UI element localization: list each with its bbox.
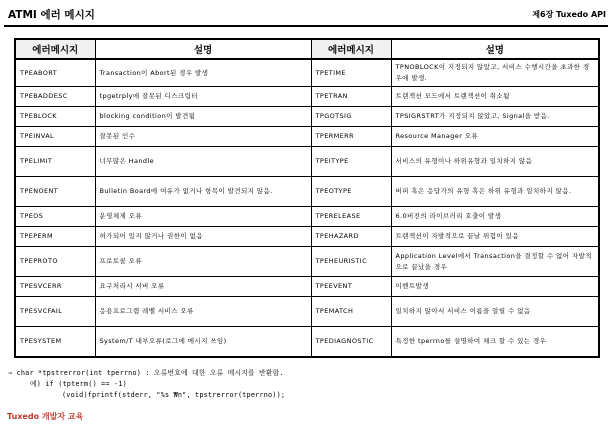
table-row [15,297,599,327]
table-row [15,59,599,87]
error-code: TPEBLOCK [15,107,95,127]
error-description: blocking condition이 발견됨 [95,107,311,127]
error-description: 일치하지 않아서 서비스 이름을 알릴 수 없음 [391,297,599,327]
table-row [15,277,599,297]
table-row [15,107,599,127]
column-header-error-message-2: 에러메시지 [311,39,391,59]
error-description: 특정한 tperrno를 설명하여 체크 할 수 있는 경우 [391,327,599,358]
header-divider [4,25,608,27]
note-description: ⇒ char *tpstrerror(int tperrno) : 오류번호에 대한 오류 메시지를 반환함. [8,369,284,377]
course-brand: Tuxedo 개발자 교육 [7,412,84,421]
error-description: System/T 내부오류(로그에 메시지 쓰임) [95,327,311,358]
error-code: TPEPERM [15,227,95,247]
table-header-row [15,39,599,59]
error-code: TPETIME [311,59,391,87]
error-code: TPEOTYPE [311,177,391,207]
error-code: TPEOS [15,207,95,227]
page-title: ATMI 에러 메시지 [8,9,95,21]
chapter-label: 제6장 Tuxedo API [532,10,606,19]
table-row [15,147,599,177]
error-description: Resource Manager 오류 [391,127,599,147]
tpstrerror-note [8,368,285,401]
error-description: tpgetrply에 잘못된 디스크립터 [95,87,311,107]
error-description: 6.0버전의 라이브러리 호출이 발생 [391,207,599,227]
column-header-error-message: 에러메시지 [15,39,95,59]
table-row [15,207,599,227]
error-description: 잘못된 인수 [95,127,311,147]
error-description: 허가되어 있지 않거나 권한이 없음 [95,227,311,247]
error-code: TPEBADDESC [15,87,95,107]
error-description: TPNOBLOCK이 지정되지 않았고, 서비스 수행시간을 초과한 경우에 발생. [391,59,599,87]
error-code: TPERELEASE [311,207,391,227]
error-description: 트랜잭션 모드에서 트랜잭션이 취소됨 [391,87,599,107]
error-code: TPEITYPE [311,147,391,177]
error-code: TPETRAN [311,87,391,107]
table-row [15,327,599,358]
error-description: 서비스의 유형이나 하위유형과 일치하지 않음 [391,147,599,177]
error-description: 프로토콜 오류 [95,247,311,277]
error-description: 트랜잭션이 자발적으로 끝날 위험이 있음 [391,227,599,247]
error-description: 운영체제 오류 [95,207,311,227]
error-code: TPELIMIT [15,147,95,177]
error-code: TPEDIAGNOSTIC [311,327,391,358]
column-header-description: 설명 [95,39,311,59]
table-row [15,127,599,147]
error-code: TPEABORT [15,59,95,87]
error-code: TPEPROTO [15,247,95,277]
error-code: TPEINVAL [15,127,95,147]
error-description: 너무많은 Handle [95,147,311,177]
error-table [14,38,600,358]
code-example-line-1: 예) if (tpterm() == -1) [30,380,127,388]
error-description: Application Level에서 Transaction을 결정할 수 없어 자발적으로 끝났을 경우 [391,247,599,277]
error-code: TPESVCERR [15,277,95,297]
error-code: TPEHAZARD [311,227,391,247]
error-description: TPSIGRSTRT가 지정되지 않았고, Signal을 받음. [391,107,599,127]
error-description: 요구처리시 서버 오류 [95,277,311,297]
error-code: TPESVCFAIL [15,297,95,327]
error-code: TPEEVENT [311,277,391,297]
column-header-description-2: 설명 [391,39,599,59]
error-code: TPESYSTEM [15,327,95,358]
error-description: Transaction이 Abort된 경우 발생 [95,59,311,87]
table-row [15,177,599,207]
table-row [15,227,599,247]
code-example-line-2: (void)fprintf(stderr, "%s ₩n", tpstrerror(tperrno)); [62,391,286,399]
error-code: TPEMATCH [311,297,391,327]
error-description: 응용프로그램 레벨 서비스 오류 [95,297,311,327]
error-code: TPGOTSIG [311,107,391,127]
error-description: Bulletin Board에 여유가 없거나 항목이 발견되지 않음. [95,177,311,207]
error-description: 이벤트발생 [391,277,599,297]
error-description: 버퍼 혹은 응답가의 유형 혹은 하위 유형과 일치하지 않음. [391,177,599,207]
error-code: TPENOENT [15,177,95,207]
table-row [15,87,599,107]
error-code: TPEHEURISTIC [311,247,391,277]
error-code: TPERMERR [311,127,391,147]
table-row [15,247,599,277]
